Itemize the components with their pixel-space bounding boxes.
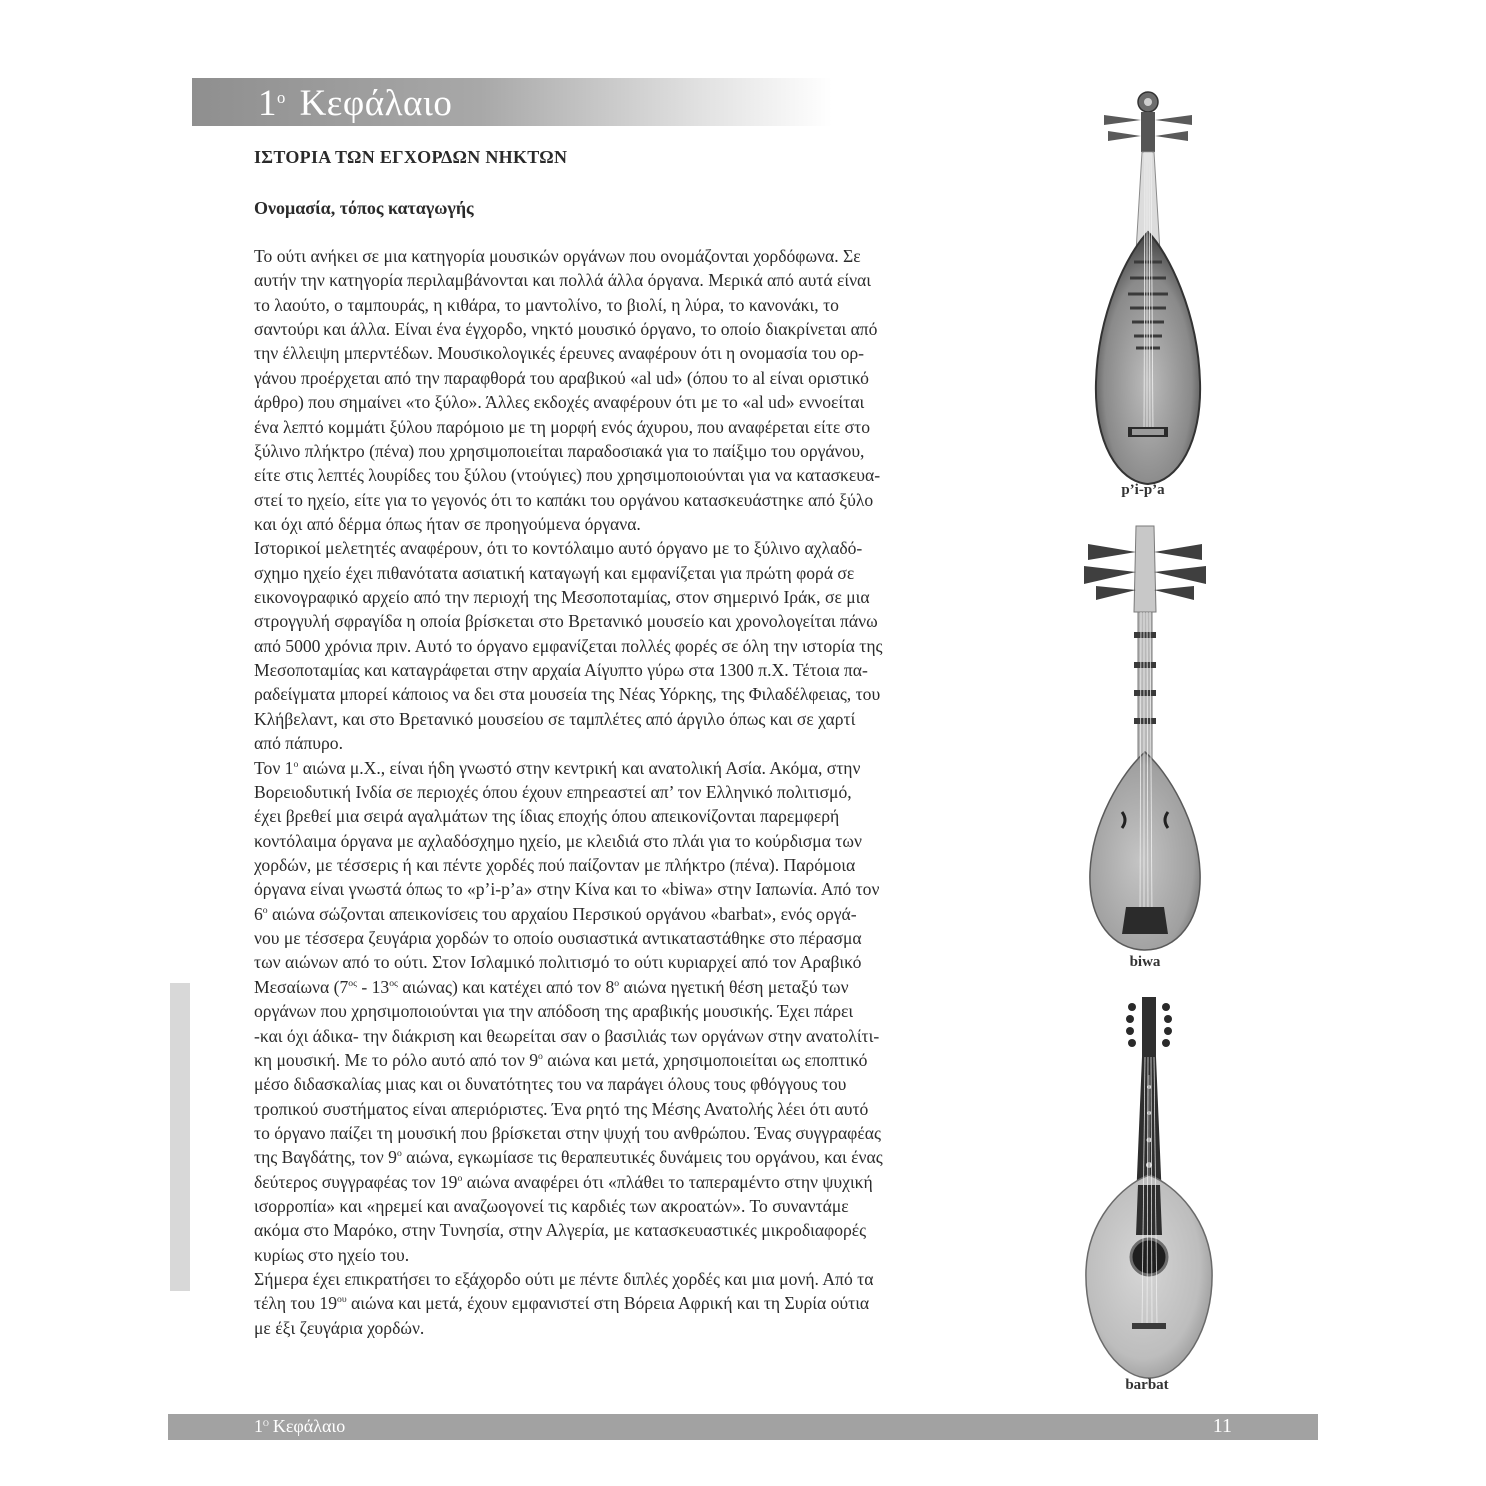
body-text	[254, 244, 984, 1340]
page-number: 11	[1212, 1415, 1232, 1437]
body-line: γάνου προέρχεται από την παραφθορά του αραβικού «al ud» (όπου το al είναι οριστικό	[254, 367, 869, 388]
footer-chapter-label: $1^O$ Κεφάλαιο	[254, 1416, 346, 1436]
body-line: το λαούτο, ο ταμπουράς, η κιθάρα, το μαντολίνο, το βιολί, η λύρα, το κανονάκι, το	[254, 294, 839, 315]
body-line: την έλλειψη μπερντέδων. Μουσικολογικές έρευνες αναφέρουν ότι η ονομασία του ορ-	[254, 343, 865, 364]
body-line: έχει βρεθεί μια σειρά αγαλμάτων της ίδιας εποχής όπου απεικονίζονται παρεμφερή	[254, 806, 840, 827]
pipa-caption: p’i-p’a	[1121, 482, 1165, 498]
pipa-icon	[1068, 82, 1218, 502]
biwa-illustration	[1070, 522, 1220, 952]
body-line: Σήμερα έχει επικρατήσει το εξάχορδο ούτι με πέντε διπλές χορδές και μια μονή. Από τα	[254, 1269, 874, 1290]
body-line: -και όχι άδικα- την διάκριση και θεωρείται σαν ο βασιλιάς των οργάνων στην ανατολίτι-	[254, 1025, 880, 1046]
barbat-caption: barbat	[1125, 1377, 1169, 1393]
sub-heading: Ονομασία, τόπος καταγωγής	[254, 198, 474, 218]
body-line: ισορροπία» και «ηρεμεί και αναζωογονεί τις καρδιές των ακροατών». Το συναντάμε	[254, 1196, 849, 1217]
body-line: στρογγυλή σφραγίδα η οποία βρίσκεται στο Βρετανικό μουσείο και χρονολογείται πάνω	[254, 611, 878, 632]
body-line: στεί το ηχείο, είτε για το γεγονός ότι το καπάκι του οργάνου κατασκευάστηκε από ξύλο	[254, 489, 874, 510]
body-line: σχημο ηχείο έχει πιθανότατα ασιατική καταγωγή και εμφανίζεται για πρώτη φορά σε	[254, 562, 855, 583]
barbat-icon	[1070, 995, 1230, 1380]
body-line: από πάπυρο.	[254, 733, 343, 754]
body-line: μέσο διδασκαλίας μιας και οι δυνατότητες του να παράγει όλους τους φθόγγους του	[254, 1074, 847, 1095]
body-line: εικονογραφικό αρχείο από την περιοχή της Μεσοποταμίας, στον σημερινό Ιράκ, σε μια	[254, 587, 870, 608]
body-line: κη μουσική. Με το ρόλο αυτό από τον $9^o$ αιώνα και μετά, χρησιμοποιείται ως εποπτικό	[254, 1049, 868, 1070]
body-line: είτε στις λεπτές λουρίδες του ξύλου (ντούγιες) που χρησιμοποιούνται για να κατασκευα-	[254, 465, 881, 486]
chapter-title: $1^o$ Κεφάλαιο	[258, 83, 453, 124]
body-line: από 5000 χρόνια πριν. Αυτό το όργανο εμφανίζεται πολλές φορές σε όλη την ιστορία της	[254, 635, 883, 656]
body-line: αυτήν την κατηγορία περιλαμβάνονται και πολλά άλλα όργανα. Μερικά από αυτά είναι	[254, 270, 872, 291]
body-line: Μεσοποταμίας και καταγράφεται στην αρχαία Αίγυπτο γύρω στα 1300 π.Χ. Τέτοια πα-	[254, 660, 868, 681]
body-line: κοντόλαιμα όργανα με αχλαδόσχημο ηχείο, με κλειδιά στο πλάι για το κούρδισμα των	[254, 830, 862, 851]
pipa-illustration	[1068, 82, 1218, 502]
body-line: $6^o$ αιώνα σώζονται απεικονίσεις του αρχαίου Περσικού οργάνου «barbat», ενός οργά-	[254, 903, 857, 924]
biwa-caption: biwa	[1129, 954, 1161, 970]
barbat-illustration	[1070, 995, 1230, 1380]
body-line: με έξι ζευγάρια χορδών.	[254, 1317, 425, 1338]
body-line: Ιστορικοί μελετητές αναφέρουν, ότι το κοντόλαιμο αυτό όργανο με το ξύλινο αχλαδό-	[254, 538, 863, 559]
body-line: Τον $1^o$ αιώνα μ.Χ., είναι ήδη γνωστό στην κεντρική και ανατολική Ασία. Ακόμα, στην	[254, 757, 861, 778]
body-line: Βορειοδυτική Ινδία σε περιοχές όπου έχουν επηρεαστεί απ’ τον Ελληνικό πολιτισμό,	[254, 781, 852, 802]
body-line: νου με τέσσερα ζευγάρια χορδών το οποίο ουσιαστικά αντικαταστάθηκε στο πέρασμα	[254, 928, 862, 949]
body-line: χορδών, με τέσσερις ή και πέντε χορδές πού παίζονταν με πλήκτρο (πένα). Παρόμοια	[254, 854, 856, 875]
body-line: ακόμα στο Μαρόκο, στην Τυνησία, στην Αλγερία, με κατασκευαστικές μικροδιαφορές	[254, 1220, 867, 1241]
body-line: κυρίως στο ηχείο του.	[254, 1244, 410, 1265]
footer-band	[168, 1414, 1318, 1440]
body-line: ραδείγματα μπορεί κάποιος να δει στα μουσεία της Νέας Υόρκης, της Φιλαδέλφειας, του	[254, 684, 881, 705]
body-line: της Βαγδάτης, τον $9^o$ αιώνα, εγκωμίασε τις θεραπευτικές δυνάμεις του οργάνου, και ένας	[254, 1147, 883, 1168]
body-line: ξύλινο πλήκτρο (πένα) που χρησιμοποιείται παραδοσιακά για το παίξιμο του οργάνου,	[254, 440, 865, 461]
body-line: δεύτερος συγγραφέας τον $19^o$ αιώνα αναφέρει ότι «πλάθει το ταπεραμέντο στην ψυχική	[254, 1171, 873, 1192]
body-line: το όργανο παίζει τη μουσική που βρίσκεται στην ψυχή του ανθρώπου. Ένας συγγραφέας	[254, 1122, 881, 1143]
body-line: σαντούρι και άλλα. Είναι ένα έγχορδο, νηκτό μουσικό όργανο, το οποίο διακρίνεται από	[254, 319, 878, 340]
body-line: και όχι από δέρμα όπως ήταν σε προηγούμενα όργανα.	[254, 513, 641, 534]
body-line: οργάνων που χρησιμοποιούνται για την απόδοση της αραβικής μουσικής. Έχει πάρει	[254, 1001, 854, 1022]
chapter-header-band	[192, 78, 832, 126]
side-decoration-bar	[170, 983, 190, 1291]
body-line: Το ούτι ανήκει σε μια κατηγορία μουσικών οργάνων που ονομάζονται χορδόφωνα. Σε	[254, 246, 861, 266]
body-line: τροπικού συστήματος είναι απεριόριστες. Ένα ρητό της Μέσης Ανατολής λέει ότι αυτό	[254, 1098, 869, 1119]
body-line: ένα λεπτό κομμάτι ξύλου παρόμοιο με τη μορφή ενός άχυρου, που αναφέρεται είτε στο	[254, 416, 871, 437]
body-line: τέλη του $19^{o\upsilon}$ αιώνα και μετά, έχουν εμφανιστεί στη Βόρεια Αφρική και τη Συρία ούτια	[254, 1293, 870, 1314]
body-line: των αιώνων από το ούτι. Στον Ισλαμικό πολιτισμό το ούτι κυριαρχεί από τον Αραβικό	[254, 952, 862, 973]
body-line: όργανα είναι γνωστά όπως το «p’i-p’a» στην Κίνα και το «biwa» στην Ιαπωνία. Από τον	[254, 879, 880, 900]
biwa-icon	[1070, 522, 1220, 952]
section-heading: ΙΣΤΟΡΙΑ ΤΩΝ ΕΓΧΟΡΔΩΝ ΝΗΚΤΩΝ	[254, 147, 568, 167]
body-line: Μεσαίωνα ($7^{o\varsigma} - 13^{o\varsigma}$ αιώνας) και κατέχει από τον $8^o$ αιώνα ηγετική θέση μεταξύ των	[254, 976, 849, 997]
body-line: άρθρο) που σημαίνει «το ξύλο». Άλλες εκδοχές αναφέρουν ότι με το «al ud» εννοείται	[254, 392, 865, 413]
body-line: Κλήβελαντ, και στο Βρετανικό μουσείου σε ταμπλέτες από άργιλο όπως και σε χαρτί	[254, 708, 856, 729]
